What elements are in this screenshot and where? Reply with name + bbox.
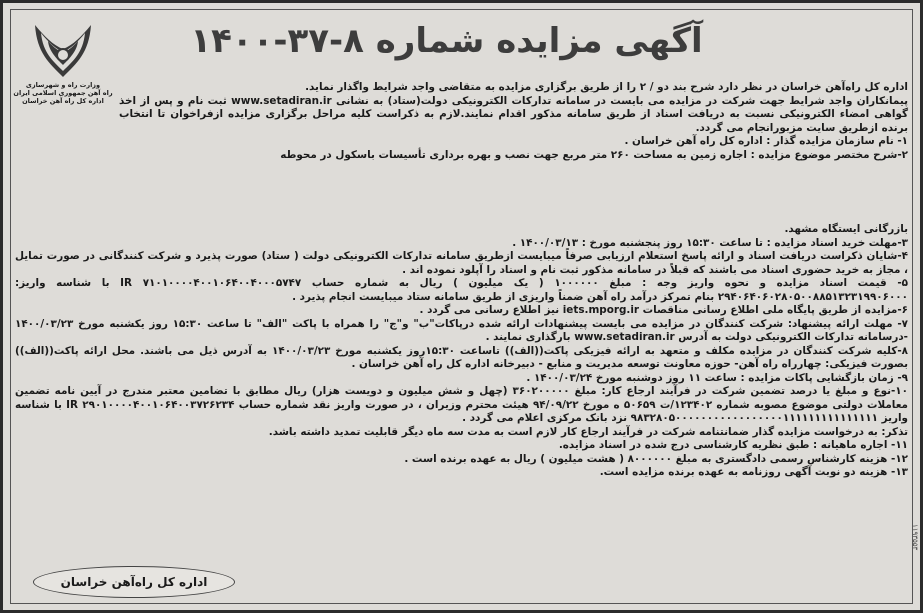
- item-10: ۱۰-نوع و مبلغ یا درصد تضمین شرکت در فرآیند ارجاع کار: مبلغ ۳۶۰۲۰۰۰۰۰ (چهل و شش میلیون و دویست هزار) ریال مطابق با تضامین معتبر مندرج در آیین نامه تضمین معاملات دولتی موضوع مصوبه شماره ۱۲۳۴۰۲/ت ۵۰۶۵۹ ه مورخ ۹۴/۰۹/۲۲ هیئت محترم وزیران ، در صورت واریز نقد شماره حساب IR ۲۹۰۱۰۰۰۰۴۰۰۱۰۶۴۰۰۳۷۲۶۲۳۴ با شناسه واریز ۹۸۳۲۸۰۵۰۰۰۰۰۰۰۰۰۰۰۰۰۰۰۰۰۱۱۱۱۱۱۱۱۱۱۱۱۱۱۱ نزد بانک مرکزی اعلام می گردد .: [15, 385, 908, 424]
- item-7: ۷- مهلت ارائه پیشنهاد: شرکت کنندگان در مزایده می بایست پیشنهادات ارائه شده درپاکات"ب" و"ج" را همراه با پاکت "الف" تا ساعت ۱۵:۳۰ روز یکشنبه مورخ ۱۴۰۰/۰۳/۲۳ -درسامانه تدارکات الکترونیکی دولت به آدرس www.setadiran.ir بارگذاری نمایند .: [15, 317, 908, 343]
- item-12: ۱۲- هزینه کارشناس رسمی دادگستری به مبلغ ۸۰۰۰۰۰۰ ( هشت میلیون ) ریال به عهده برنده است .: [404, 452, 908, 465]
- notice-title: آگهی مزایده شماره ۸-۳۷-۱۴۰۰: [190, 21, 703, 61]
- item-8: ۸-کلیه شرکت کنندگان در مزایده مکلف و متعهد به ارائه فیزیکی پاکت((الف)) تاساعت ۱۵:۳۰روز یکشنبه مورخ ۱۴۰۰/۰۳/۲۳ به آدرس ذیل می باشند. محل ارائه پاکت((الف)) بصورت فیزیکی: چهارراه راه آهن- حوزه معاونت توسعه مدیریت و منابع - دبیرخانه اداره کل راه آهن خراسان .: [15, 344, 908, 370]
- item-11: ۱۱- اجاره ماهیانه : طبق نظریه کارشناسی درج شده در اسناد مزایده.: [558, 439, 908, 451]
- logo-caption-3: اداره کل راه آهن خراسان: [22, 97, 104, 105]
- items-block: [15, 223, 908, 480]
- intro-line-2: پیمانکاران واجد شرایط جهت شرکت در مزایده می بایست در سامانه تدارکات الکترونیکی دولت(ستاد) به نشانی www.setadiran.ir ثبت نام و پس از اخذ گواهی امضاء الکترونیکی نسبت به دریافت اسناد از طریق سامانه مذکور اقدام نمایند.لازم به ذکراست کلیه مراحل برگزاری مزایده ازفراخوان تا انتخاب برنده ازطریق سایت مزبورانجام می گردد.: [119, 94, 908, 134]
- intro-block: [119, 81, 908, 162]
- item-2: ۲-شرح مختصر موضوع مزایده : اجاره زمین به مساحت ۲۶۰ متر مربع جهت نصب و بهره برداری تأسیسات باسکول در محوطه: [280, 148, 908, 161]
- item-5: ۵- قیمت اسناد مزایده و نحوه واریز وجه : مبلغ ۱۰۰۰۰۰۰ ( یک میلیون ) ریال به شماره حساب IR ۷۱۰۱۰۰۰۰۴۰۰۱۰۶۴۰۰۴۰۰۰۵۷۴۷ با شناسه واریز: ۲۹۴۰۶۴۰۶۰۲۸۰۵۰۰۸۸۵۱۳۲۳۱۹۹۰۶۰۰۰ بنام تمرکز درآمد راه آهن ضمناً واریزی از طریق سامانه ستاد میبایست انجام پذیرد .: [15, 277, 908, 303]
- side-code: ۱۱۹۳۵۵۳: [911, 523, 919, 550]
- item-2-cont: بازرگانی ایستگاه مشهد.: [784, 223, 908, 235]
- item-9: ۹- زمان بازگشایی پاکات مزایده : ساعت ۱۱ روز دوشنبه مورخ ۱۴۰۰/۰۳/۲۴ .: [526, 371, 908, 384]
- signature-stamp: اداره کل راه‌آهن خراسان: [33, 566, 235, 598]
- item-4: ۴-شایان ذکراست دریافت اسناد و ارائه پاسخ استعلام ارزیابی صرفاً میبایست ازطریق سامانه تدارکات الکترونیکی دولت ( ستاد) صورت پذیرد و شرکت کنندگانی در صورت تمایل ، مجاز به خرید حضوری اسناد می باشند که قبلاً در سامانه مذکور ثبت نام و اسناد را آپلود نموده اند .: [15, 250, 908, 276]
- item-13: ۱۳- هزینه دو نوبت آگهی روزنامه به عهده برنده مزایده است.: [599, 466, 908, 478]
- logo-caption-2: راه آهن جمهوری اسلامی ایران: [13, 89, 113, 97]
- rail-wings-icon: [31, 15, 95, 81]
- intro-line-1: اداره کل راه‌آهن خراسان در نظر دارد شرح بند دو / ۲ را از طریق برگزاری مزایده به متقاضی واجد شرایط واگذار نماید.: [305, 81, 908, 93]
- logo-caption-1: وزارت راه و شهرسازی: [25, 81, 101, 89]
- item-1: ۱- نام سازمان مزایده گذار : اداره کل راه آهن خراسان .: [624, 135, 908, 147]
- note: تذکر: به درخواست مزایده گذار ضمانتنامه شرکت در فرآیند ارجاع کار لازم است به مدت سه ماه دیگر قابلیت تمدید داشته باشد.: [268, 425, 908, 438]
- organization-logo: [13, 15, 113, 135]
- item-3: ۳-مهلت خرید اسناد مزایده : تا ساعت ۱۵:۳۰ روز پنجشنبه مورخ : ۱۴۰۰/۰۳/۱۳ .: [512, 236, 908, 249]
- item-6: ۶-مزایده از طریق پایگاه ملی اطلاع رسانی مناقصات iets.mporg.ir نیز اطلاع رسانی می گردد .: [419, 304, 908, 316]
